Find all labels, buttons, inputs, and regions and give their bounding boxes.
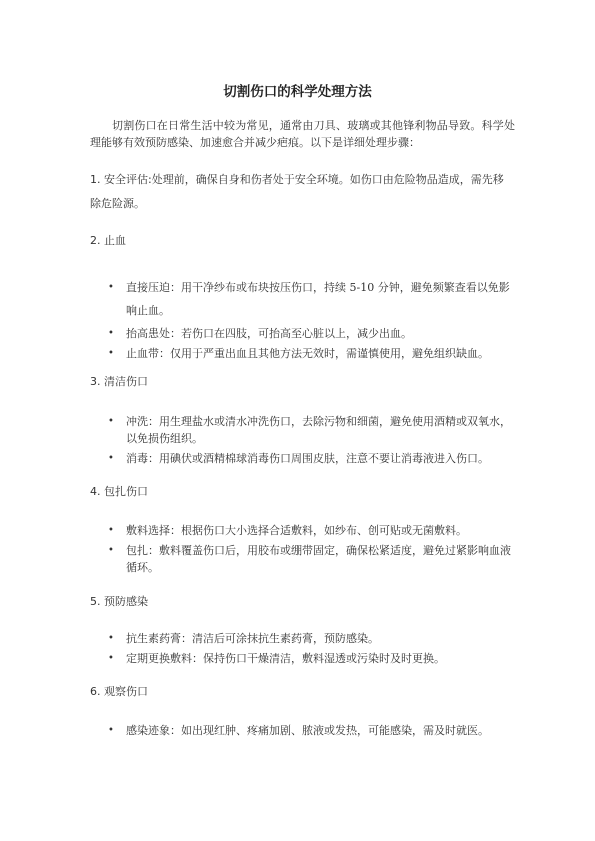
step-5-heading: 5. 预防感染 xyxy=(90,595,148,608)
step-4-list xyxy=(108,522,513,579)
bullet-icon: • xyxy=(108,653,114,664)
step-3-heading: 3. 清洁伤口 xyxy=(90,375,148,388)
list-item: • 冲洗：用生理盐水或清水冲洗伤口，去除污物和细菌，避免使用酒精或双氧水，以免损伤组织。 xyxy=(108,415,511,445)
step-6-heading: 6. 观察伤口 xyxy=(90,685,148,698)
list-item: • 止血带：仅用于严重出血且其他方法无效时，需谨慎使用，避免组织缺血。 xyxy=(108,347,489,360)
step-1-heading: 1. 安全评估:处理前，确保自身和伤者处于安全环境。如伤口由危险物品造成，需先移除危险源。 xyxy=(90,173,504,210)
list-item: • 敷料选择：根据伤口大小选择合适敷料，如纱布、创可贴或无菌敷料。 xyxy=(108,524,467,537)
step-2-heading: 2. 止血 xyxy=(90,234,126,247)
step-6-list xyxy=(108,722,513,742)
list-item: • 抬高患处：若伤口在四肢，可抬高至心脏以上，减少出血。 xyxy=(108,327,412,340)
list-item: • 包扎：敷料覆盖伤口后，用胶布或绷带固定，确保松紧适度，避免过紧影响血液循环。 xyxy=(108,544,511,574)
bullet-icon: • xyxy=(108,525,114,536)
intro-paragraph: 切割伤口在日常生活中较为常见，通常由刀具、玻璃或其他锋利物品导致。科学处理能够有效预防感染、加速愈合并减少疤痕。以下是详细处理步骤： xyxy=(90,119,515,149)
bullet-icon: • xyxy=(108,348,114,359)
bullet-icon: • xyxy=(108,633,114,644)
bullet-icon: • xyxy=(108,453,114,464)
bullet-icon: • xyxy=(108,328,114,339)
bullet-icon: • xyxy=(108,545,114,556)
bullet-icon: • xyxy=(108,416,114,427)
step-3-list xyxy=(108,413,513,470)
list-item: • 直接压迫：用干净纱布或布块按压伤口，持续 5-10 分钟，避免频繁查看以免影响止血。 xyxy=(108,276,513,322)
document-title: 切割伤口的科学处理方法 xyxy=(223,84,372,100)
step-2-list xyxy=(108,276,513,365)
step-5-list xyxy=(108,630,513,670)
list-item: • 抗生素药膏：清洁后可涂抹抗生素药膏，预防感染。 xyxy=(108,632,379,645)
list-item: • 感染迹象：如出现红肿、疼痛加剧、脓液或发热，可能感染，需及时就医。 xyxy=(108,724,489,737)
step-4-heading: 4. 包扎伤口 xyxy=(90,485,148,498)
bullet-icon: • xyxy=(108,725,114,736)
list-item: • 定期更换敷料：保持伤口干燥清洁，敷料湿透或污染时及时更换。 xyxy=(108,652,445,665)
list-item: • 消毒：用碘伏或酒精棉球消毒伤口周围皮肤，注意不要让消毒液进入伤口。 xyxy=(108,452,489,465)
bullet-icon: • xyxy=(108,282,114,293)
